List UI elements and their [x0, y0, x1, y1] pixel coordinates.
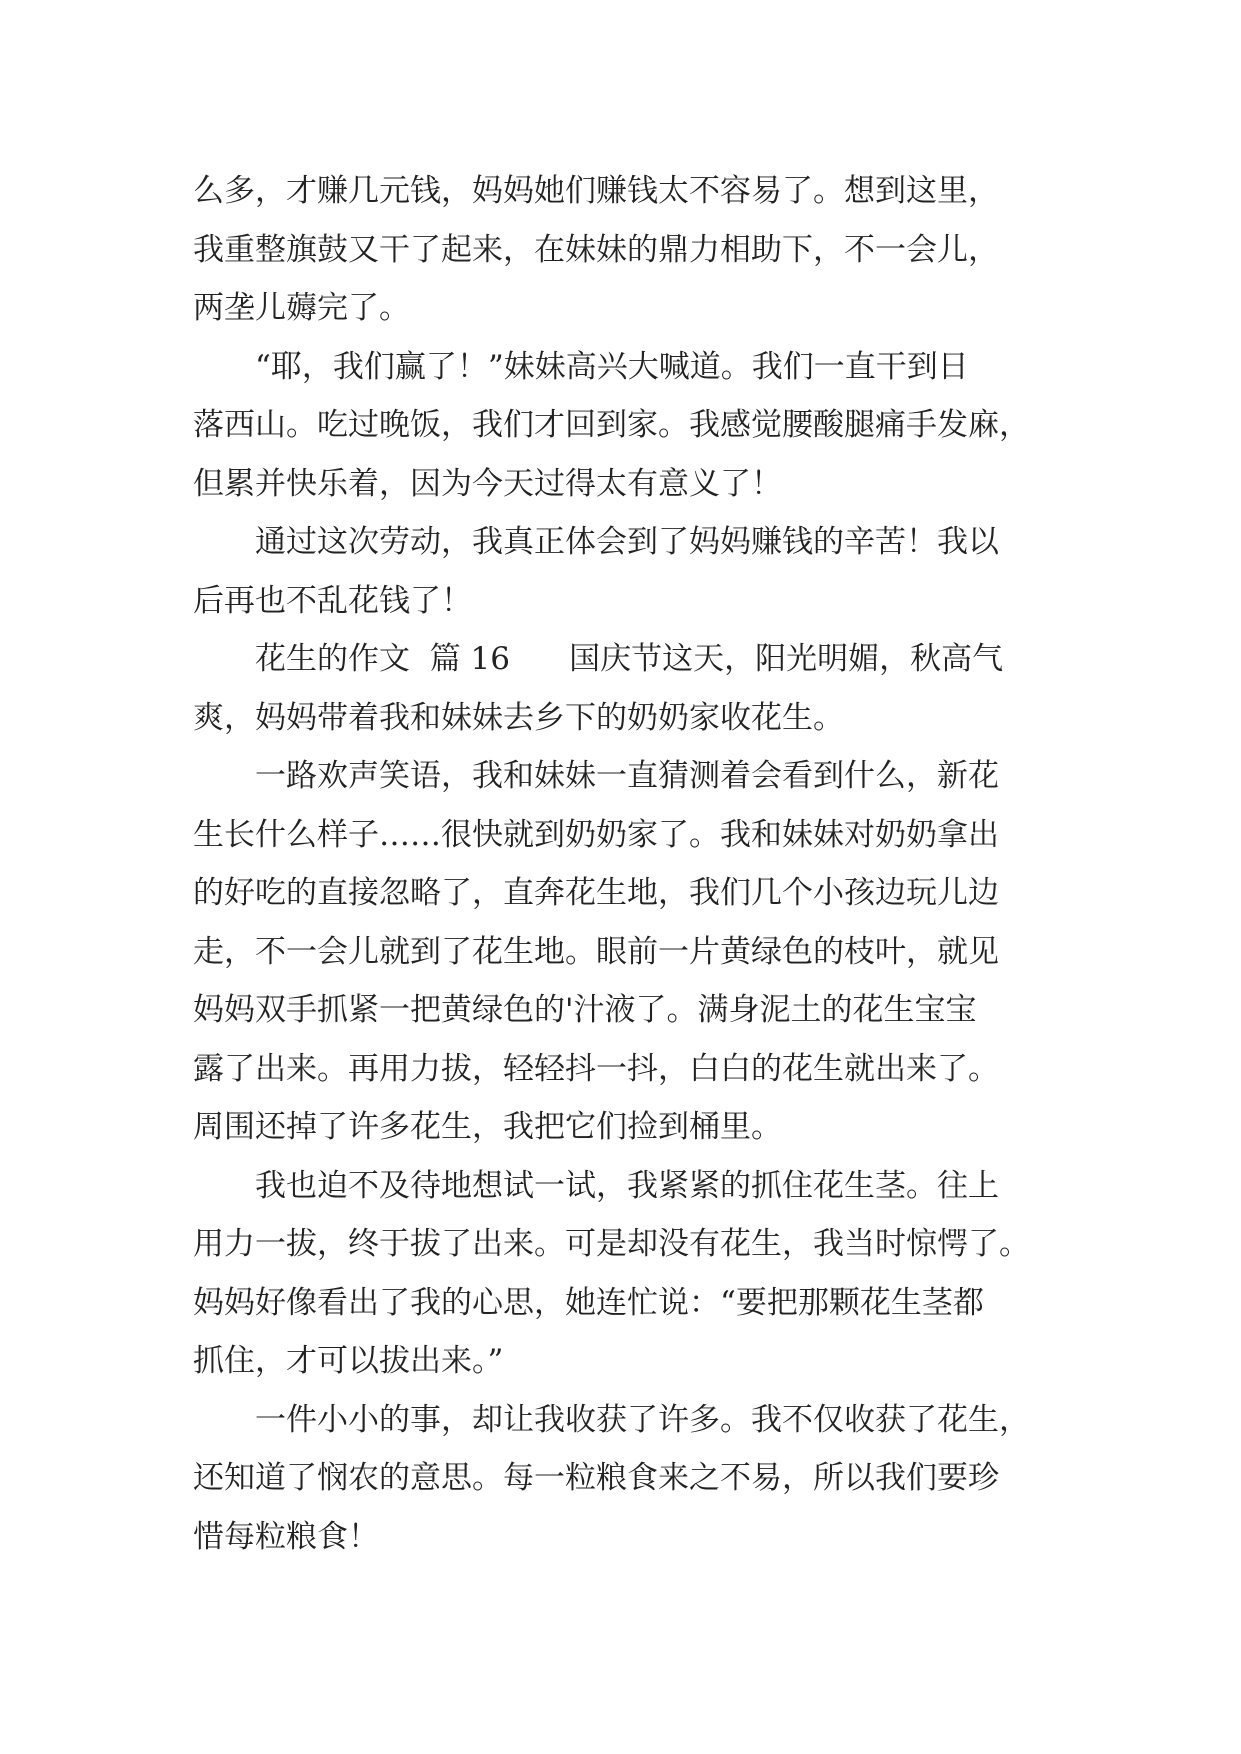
text-line: 我重整旗鼓又干了起来，在妹妹的鼎力相助下，不一会儿，: [193, 231, 999, 268]
text-line: 露了出来。再用力拔，轻轻抖一抖，白白的花生就出来了。: [193, 1050, 999, 1087]
text-line: 我也迫不及待地想试一试，我紧紧的抓住花生茎。往上: [255, 1167, 999, 1204]
text-line: 后再也不乱花钱了！: [193, 582, 472, 619]
text-line: 妈妈好像看出了我的心思，她连忙说：“要把那颗花生茎都: [193, 1284, 984, 1321]
paragraph-victory: [193, 338, 1093, 514]
text-line: 两垄儿薅完了。: [193, 290, 410, 326]
paragraph-conclusion: [193, 1391, 1093, 1567]
text-line: 走，不一会儿就到了花生地。眼前一片黄绿色的枝叶，就见: [193, 933, 999, 970]
text-line: 花生的作文 篇 16 国庆节这天，阳光明媚，秋高气: [255, 641, 1004, 677]
paragraph-essay-16-heading: [193, 630, 1093, 747]
text-line: 的好吃的直接忽略了，直奔花生地，我们几个小孩边玩儿边: [193, 875, 999, 911]
paragraph-harvest: [193, 747, 1093, 1157]
text-line: 落西山。吃过晚饭，我们才回到家。我感觉腰酸腿痛手发麻，: [193, 407, 1030, 443]
text-line: 妈妈双手抓紧一把黄绿色的'汁液了。满身泥土的花生宝宝: [193, 992, 977, 1028]
text-line: 生长什么样子……很快就到奶奶家了。我和妹妹对奶奶拿出: [193, 816, 999, 853]
text-line: 爽，妈妈带着我和妹妹去乡下的奶奶家收花生。: [193, 699, 844, 736]
text-line: 但累并快乐着，因为今天过得太有意义了！: [193, 465, 782, 502]
text-line: “耶，我们赢了！”妹妹高兴大喊道。我们一直干到日: [255, 348, 969, 385]
text-line: 么多，才赚几元钱，妈妈她们赚钱太不容易了。想到这里，: [193, 173, 999, 209]
text-line: 一件小小的事，却让我收获了许多。我不仅收获了花生，: [255, 1401, 1030, 1438]
text-line: 一路欢声笑语，我和妹妹一直猜测着会看到什么，新花: [255, 758, 999, 794]
text-line: 惜每粒粮食！: [193, 1518, 379, 1555]
paragraph-continuation: [193, 162, 1093, 338]
text-line: 抓住，才可以拔出来。”: [193, 1343, 504, 1379]
text-line: 周围还掉了许多花生，我把它们捡到桶里。: [193, 1109, 782, 1145]
text-line: 还知道了悯农的意思。每一粒粮食来之不易，所以我们要珍: [193, 1460, 999, 1496]
paragraph-attempt: [193, 1157, 1093, 1391]
paragraph-reflection: [193, 513, 1093, 630]
document-body: [193, 162, 1093, 1566]
text-line: 通过这次劳动，我真正体会到了妈妈赚钱的辛苦！我以: [255, 524, 999, 560]
text-line: 用力一拔，终于拔了出来。可是却没有花生，我当时惊愕了。: [193, 1226, 1030, 1262]
